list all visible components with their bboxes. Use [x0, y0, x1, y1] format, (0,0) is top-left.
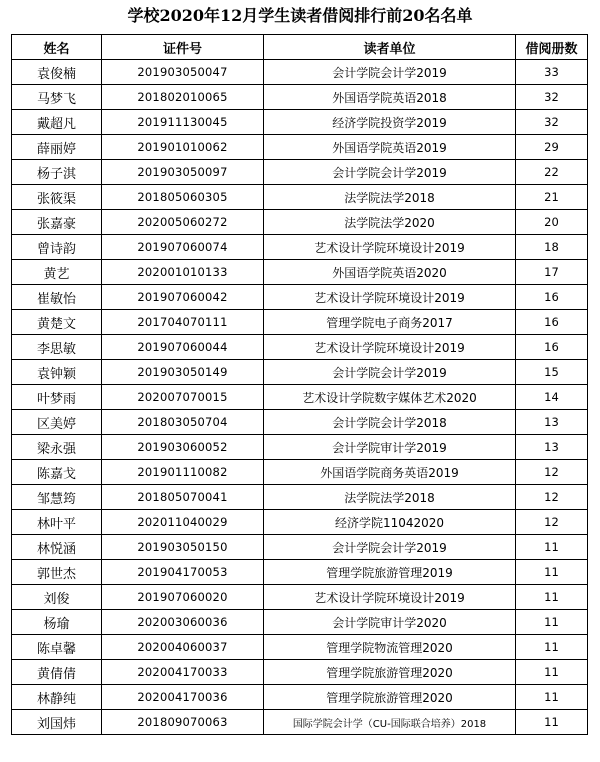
table-row	[12, 85, 588, 110]
cell-id: 202003060036	[102, 610, 264, 635]
cell-count: 13	[516, 435, 588, 460]
cell-count: 17	[516, 260, 588, 285]
cell-id: 201904170053	[102, 560, 264, 585]
cell-unit: 会计学院会计学2018	[264, 410, 516, 435]
table-row	[12, 585, 588, 610]
cell-unit: 艺术设计学院环境设计2019	[264, 585, 516, 610]
cell-id: 201704070111	[102, 310, 264, 335]
cell-count: 13	[516, 410, 588, 435]
cell-id: 201903050149	[102, 360, 264, 385]
cell-count: 11	[516, 585, 588, 610]
cell-count: 16	[516, 335, 588, 360]
cell-id: 201805070041	[102, 485, 264, 510]
cell-unit: 管理学院旅游管理2020	[264, 685, 516, 710]
table-row	[12, 110, 588, 135]
cell-name: 杨子淇	[12, 160, 102, 185]
table-row	[12, 460, 588, 485]
cell-name: 袁俊楠	[12, 60, 102, 85]
cell-count: 21	[516, 185, 588, 210]
cell-name: 崔敏怡	[12, 285, 102, 310]
cell-name: 黄楚文	[12, 310, 102, 335]
cell-name: 陈嘉戈	[12, 460, 102, 485]
cell-count: 33	[516, 60, 588, 85]
cell-unit: 会计学院会计学2019	[264, 535, 516, 560]
table-row	[12, 510, 588, 535]
table-row	[12, 260, 588, 285]
cell-name: 戴超凡	[12, 110, 102, 135]
cell-count: 29	[516, 135, 588, 160]
cell-name: 郭世杰	[12, 560, 102, 585]
cell-count: 12	[516, 485, 588, 510]
cell-count: 32	[516, 110, 588, 135]
table-row	[12, 410, 588, 435]
cell-id: 202005060272	[102, 210, 264, 235]
cell-count: 18	[516, 235, 588, 260]
cell-id: 201907060044	[102, 335, 264, 360]
cell-count: 16	[516, 310, 588, 335]
cell-id: 201805060305	[102, 185, 264, 210]
cell-name: 李思敏	[12, 335, 102, 360]
table-row	[12, 385, 588, 410]
cell-count: 11	[516, 635, 588, 660]
cell-count: 11	[516, 560, 588, 585]
cell-name: 叶梦雨	[12, 385, 102, 410]
cell-id: 201803050704	[102, 410, 264, 435]
cell-id: 201802010065	[102, 85, 264, 110]
cell-count: 11	[516, 660, 588, 685]
table-row	[12, 135, 588, 160]
cell-unit: 法学院法学2018	[264, 485, 516, 510]
cell-id: 201901110082	[102, 460, 264, 485]
cell-unit: 法学院法学2020	[264, 210, 516, 235]
table-row	[12, 60, 588, 85]
cell-name: 杨瑜	[12, 610, 102, 635]
cell-unit: 会计学院会计学2019	[264, 60, 516, 85]
cell-count: 11	[516, 535, 588, 560]
cell-unit: 艺术设计学院环境设计2019	[264, 235, 516, 260]
cell-unit: 管理学院物流管理2020	[264, 635, 516, 660]
cell-id: 202001010133	[102, 260, 264, 285]
cell-name: 林悦涵	[12, 535, 102, 560]
table-row	[12, 435, 588, 460]
table-row	[12, 210, 588, 235]
cell-count: 32	[516, 85, 588, 110]
cell-id: 201911130045	[102, 110, 264, 135]
cell-unit: 经济学院11042020	[264, 510, 516, 535]
cell-name: 马梦飞	[12, 85, 102, 110]
cell-name: 林叶平	[12, 510, 102, 535]
cell-unit: 管理学院旅游管理2019	[264, 560, 516, 585]
cell-unit: 外国语学院商务英语2019	[264, 460, 516, 485]
cell-unit: 会计学院会计学2019	[264, 160, 516, 185]
cell-name: 陈卓馨	[12, 635, 102, 660]
cell-unit: 外国语学院英语2019	[264, 135, 516, 160]
cell-id: 201903060052	[102, 435, 264, 460]
table-row	[12, 185, 588, 210]
table-row	[12, 160, 588, 185]
cell-unit: 管理学院旅游管理2020	[264, 660, 516, 685]
cell-unit: 艺术设计学院数字媒体艺术2020	[264, 385, 516, 410]
cell-count: 12	[516, 510, 588, 535]
table-row	[12, 610, 588, 635]
column-header-unit: 读者单位	[264, 35, 516, 60]
cell-unit: 艺术设计学院环境设计2019	[264, 335, 516, 360]
cell-name: 林静纯	[12, 685, 102, 710]
cell-count: 11	[516, 610, 588, 635]
cell-unit: 外国语学院英语2020	[264, 260, 516, 285]
cell-name: 梁永强	[12, 435, 102, 460]
cell-id: 202004170036	[102, 685, 264, 710]
table-row	[12, 310, 588, 335]
page-title: 学校2020年12月学生读者借阅排行前20名名单	[127, 6, 473, 25]
cell-count: 16	[516, 285, 588, 310]
cell-name: 刘俊	[12, 585, 102, 610]
cell-count: 11	[516, 710, 588, 735]
cell-name: 黄艺	[12, 260, 102, 285]
cell-id: 201901010062	[102, 135, 264, 160]
table-row	[12, 485, 588, 510]
cell-count: 12	[516, 460, 588, 485]
cell-name: 区美婷	[12, 410, 102, 435]
column-header-count: 借阅册数	[516, 35, 588, 60]
table-row	[12, 285, 588, 310]
cell-unit: 法学院法学2018	[264, 185, 516, 210]
cell-name: 袁钟颖	[12, 360, 102, 385]
table-row	[12, 360, 588, 385]
cell-id: 202004060037	[102, 635, 264, 660]
cell-name: 张嘉豪	[12, 210, 102, 235]
cell-name: 刘国炜	[12, 710, 102, 735]
cell-name: 张筱渠	[12, 185, 102, 210]
table-row	[12, 635, 588, 660]
cell-name: 邹慧筠	[12, 485, 102, 510]
cell-id: 201907060042	[102, 285, 264, 310]
cell-unit: 经济学院投资学2019	[264, 110, 516, 135]
cell-unit: 会计学院审计学2019	[264, 435, 516, 460]
cell-id: 201907060020	[102, 585, 264, 610]
table-row	[12, 235, 588, 260]
cell-unit: 国际学院会计学（CU-国际联合培养）2018	[264, 710, 516, 735]
cell-id: 201809070063	[102, 710, 264, 735]
cell-name: 黄倩倩	[12, 660, 102, 685]
cell-name: 薛丽婷	[12, 135, 102, 160]
cell-unit: 管理学院电子商务2017	[264, 310, 516, 335]
cell-count: 11	[516, 685, 588, 710]
cell-count: 14	[516, 385, 588, 410]
table-row	[12, 560, 588, 585]
table-row	[12, 710, 588, 735]
cell-count: 22	[516, 160, 588, 185]
cell-unit: 外国语学院英语2018	[264, 85, 516, 110]
cell-id: 201903050047	[102, 60, 264, 85]
ranking-table	[11, 34, 588, 735]
cell-name: 曾诗韵	[12, 235, 102, 260]
cell-unit: 会计学院审计学2020	[264, 610, 516, 635]
cell-id: 202004170033	[102, 660, 264, 685]
table-row	[12, 660, 588, 685]
table-row	[12, 335, 588, 360]
cell-id: 201907060074	[102, 235, 264, 260]
cell-id: 202007070015	[102, 385, 264, 410]
cell-unit: 会计学院会计学2019	[264, 360, 516, 385]
cell-id: 201903050097	[102, 160, 264, 185]
table-row	[12, 685, 588, 710]
table-body	[12, 60, 588, 735]
table-header-row	[12, 35, 588, 60]
table-row	[12, 535, 588, 560]
column-header-name: 姓名	[12, 35, 102, 60]
cell-id: 201903050150	[102, 535, 264, 560]
cell-count: 20	[516, 210, 588, 235]
cell-id: 202011040029	[102, 510, 264, 535]
column-header-id: 证件号	[102, 35, 264, 60]
cell-count: 15	[516, 360, 588, 385]
cell-unit: 艺术设计学院环境设计2019	[264, 285, 516, 310]
